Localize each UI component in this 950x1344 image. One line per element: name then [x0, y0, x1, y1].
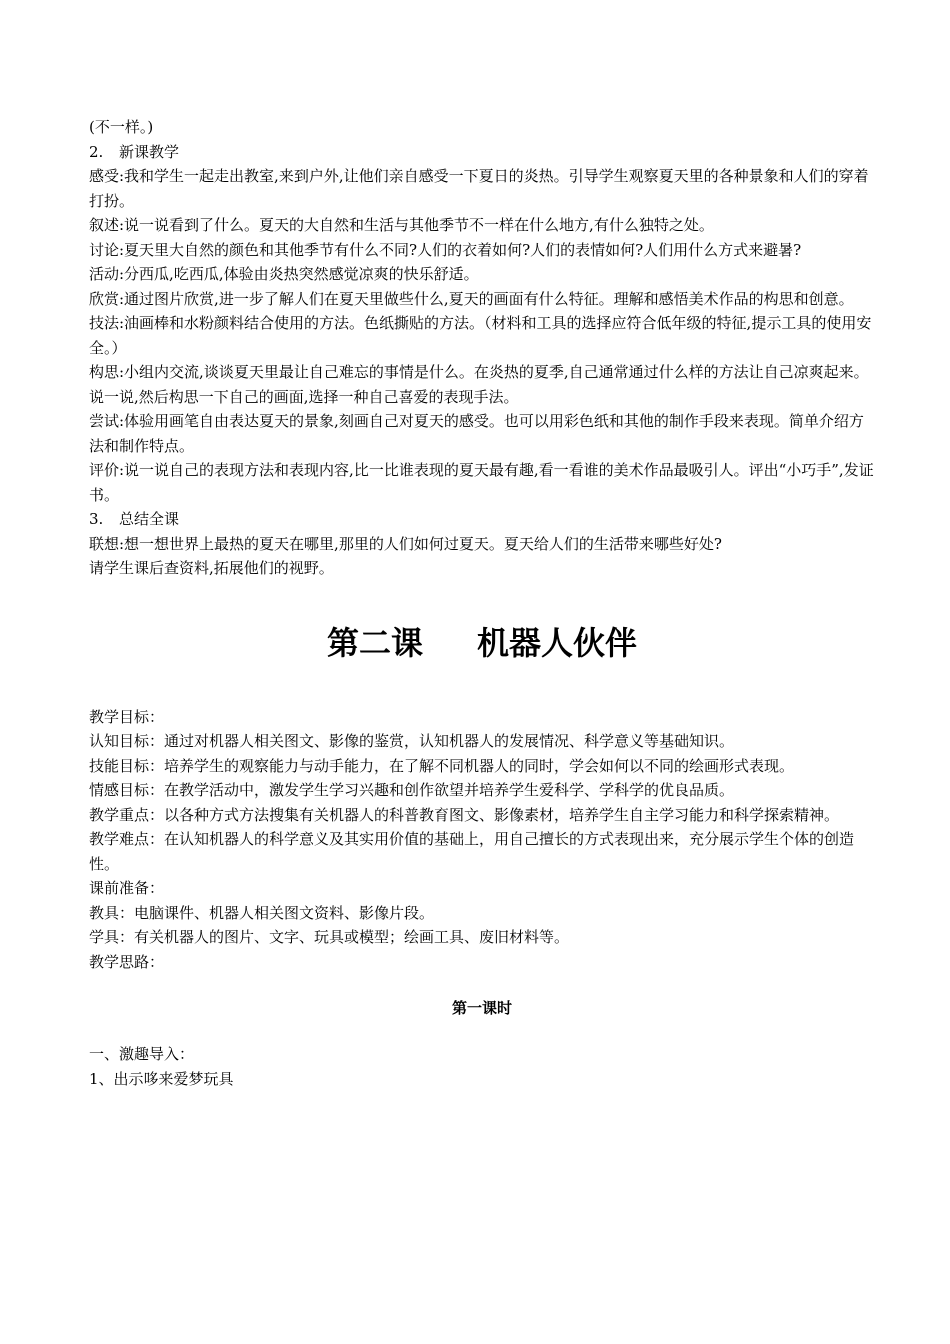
paragraph: 联想:想一想世界上最热的夏天在哪里,那里的人们如何过夏天。夏天给人们的生活带来哪些好处? — [89, 534, 722, 553]
paragraph: 认知目标：通过对机器人相关图文、影像的鉴赏，认知机器人的发展情况、科学意义等基础知识。 — [89, 732, 735, 750]
paragraph: 教学重点：以各种方式方法搜集有关机器人的科普教育图文、影像素材，培养学生自主学习能力和科学探索精神。 — [89, 805, 840, 824]
paragraph: 课前准备： — [89, 879, 165, 897]
paragraph: 活动:分西瓜,吃西瓜,体验由炎热突然感觉凉爽的快乐舒适。 — [89, 265, 479, 283]
lesson-number: 第二课 — [326, 623, 423, 662]
paragraph: 请学生课后查资料,拓展他们的视野。 — [89, 559, 334, 577]
paragraph: 1、出示哆来爱梦玩具 — [89, 1069, 234, 1088]
list-number: 2. — [89, 142, 104, 161]
paragraph: 欣赏:通过图片欣赏,进一步了解人们在夏天里做些什么,夏天的画面有什么特征。理解和感悟美术作品的构思和创意。 — [89, 289, 854, 308]
paragraph: 技能目标：培养学生的观察能力与动手能力，在了解不同机器人的同时，学会如何以不同的绘画形式表现。 — [89, 756, 795, 775]
paragraph: 教学目标： — [89, 707, 165, 726]
paragraph: 教学思路： — [89, 952, 165, 971]
paragraph: 教学难点：在认知机器人的科学意义及其实用价值的基础上，用自己擅长的方式表现出来，充分展示学生个体的创造性。 — [89, 830, 855, 873]
paragraph: 教具：电脑课件、机器人相关图文资料、影像片段。 — [89, 903, 435, 922]
paragraph: 学具：有关机器人的图片、文字、玩具或模型；绘画工具、废旧材料等。 — [89, 928, 570, 946]
paragraph: 一、激趣导入： — [89, 1045, 195, 1063]
numbered-heading — [89, 140, 875, 165]
numbered-heading — [89, 507, 875, 532]
list-number: 3. — [89, 510, 104, 528]
paragraph: 构思:小组内交流,谈谈夏天里最让自己难忘的事情是什么。在炎热的夏季,自己通常通过什么样的方法让自己凉爽起来。说一说,然后构思一下自己的画面,选择一种自己喜爱的表现手法。 — [89, 363, 869, 406]
paragraph: 尝试:体验用画笔自由表达夏天的景象,刻画自己对夏天的感受。也可以用彩色纸和其他的制作手段来表现。简单介绍方法和制作特点。 — [89, 412, 864, 455]
paragraph: 讨论:夏天里大自然的颜色和其他季节有什么不同?人们的衣着如何?人们的表情如何?人们用什么方式来避暑? — [89, 240, 802, 259]
paragraph: 技法:油画棒和水粉颜料结合使用的方法。色纸撕贴的方法。（材料和工具的选择应符合低年级的特征,提示工具的使用安全。） — [89, 314, 872, 357]
paragraph: 叙述:说一说看到了什么。夏天的大自然和生活与其他季节不一样在什么地方,有什么独特之处。 — [89, 216, 714, 234]
document-page — [89, 115, 875, 1091]
lesson-title — [89, 623, 875, 663]
paragraph: 情感目标：在教学活动中，激发学生学习兴趣和创作欲望并培养学生爱科学、学科学的优良品质。 — [89, 781, 735, 799]
lesson-name: 机器人伙伴 — [477, 623, 638, 662]
list-heading-text: 新课教学 — [119, 142, 180, 161]
period-title: 第一课时 — [451, 999, 512, 1017]
paragraph: 评价:说一说自己的表现方法和表现内容,比一比谁表现的夏天最有趣,看一看谁的美术作品最吸引人。评出“小巧手”,发证书。 — [89, 461, 874, 504]
text-line: (不一样。) — [89, 118, 154, 136]
list-heading-text: 总结全课 — [119, 510, 180, 528]
paragraph: 感受:我和学生一起走出教室,来到户外,让他们亲自感受一下夏日的炎热。引导学生观察夏天里的各种景象和人们的穿着打扮。 — [89, 167, 869, 210]
